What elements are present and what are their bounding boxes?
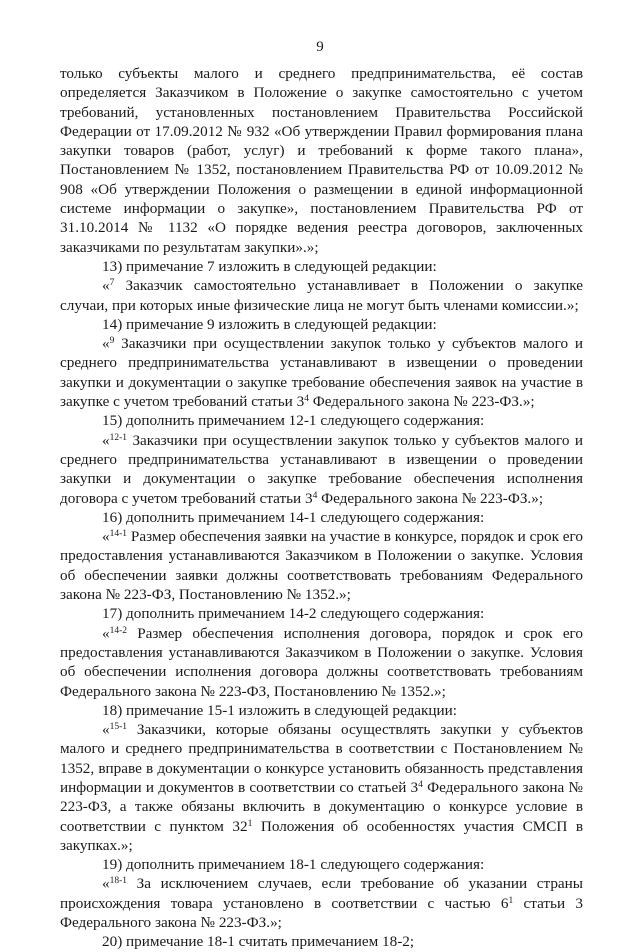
list-item-13: 13) примечание 7 изложить в следующей редакции: — [102, 257, 437, 275]
document-body — [60, 64, 583, 952]
list-item-19: 19) дополнить примечанием 18-1 следующего содержания: — [102, 856, 485, 874]
list-item-14: 14) примечание 9 изложить в следующей редакции: — [102, 315, 437, 333]
quote-note-9: «$^9$ Заказчики при осуществлении закупок только у субъектов малого и среднего предпринимательства устанавливают в извещении о проведении закупки и документации о закупке требование обеспечения заявок на участие в закупке с учетом требований статьи $3^4$ Федерального закона № 223-ФЗ.»; — [60, 335, 583, 411]
paragraph-continuation: только субъекты малого и среднего предпринимательства, её состав определяется Заказчиком в Положение о закупке самостоятельно с учетом требований, установленных постановлением Правительства Российской Федерации от 17.09.2012 № 932 «Об утверждении Правил формирования плана закупки товаров (работ, услуг) и требований к форме такого плана», Постановлением № 1352, постановлением Правительства РФ от 10.09.2012 № 908 «Об утверждении Положения о размещении в единой информационной системе информации о закупке», постановлением Правительства РФ от 31.10.2014 № 1132 «О порядке ведения реестра договоров, заключенных заказчиками по результатам закупки».»; — [60, 65, 583, 256]
list-item-15: 15) дополнить примечанием 12-1 следующего содержания: — [102, 412, 485, 430]
quote-note-12-1: «$^{12-1}$ Заказчики при осуществлении закупок только у субъектов малого и среднего предпринимательства устанавливают в извещении о проведении закупки и документации о закупке требование обеспечения исполнения договора с учетом требований статьи $3^4$ Федерального закона № 223-ФЗ.»; — [60, 431, 583, 507]
list-item-17: 17) дополнить примечанием 14-2 следующего содержания: — [102, 605, 485, 623]
quote-note-7: «$^7$ Заказчик самостоятельно устанавливает в Положении о закупке случаи, при которых иные физические лица не могут быть членами комиссии.»; — [60, 277, 583, 314]
quote-note-18-1: «$^{18-1}$ За исключением случаев, если требование об указании страны происхождения товара установлено в соответствии с частью $6^1$ статьи 3 Федерального закона № 223-ФЗ.»; — [60, 875, 583, 932]
list-item-20: 20) примечание 18-1 считать примечанием 18-2; — [102, 933, 415, 951]
list-item-18: 18) примечание 15-1 изложить в следующей редакции: — [102, 701, 458, 719]
quote-note-15-1: «$^{15-1}$ Заказчики, которые обязаны осуществлять закупки у субъектов малого и среднего предпринимательства в соответствии с Постановлением № 1352, вправе в документации о конкурсе установить обязанность представления информации и документов в соответствии со статьей $3^4$ Федерального закона № 223-ФЗ, а также обязаны включить в документацию о конкурсе условие в соответствии с пунктом $32^1$ Положения об особенностях участия СМСП в закупках.»; — [60, 721, 583, 854]
quote-note-14-2: «$^{14-2}$ Размер обеспечения исполнения договора, порядок и срок его предоставления устанавливаются Заказчиком в Положении о закупке. Условия об обеспечении исполнения договора должны соответствовать требованиям Федерального закона № 223-ФЗ, Постановлению № 1352.»; — [60, 624, 583, 700]
quote-note-14-1: «$^{14-1}$ Размер обеспечения заявки на участие в конкурсе, порядок и срок его предоставления устанавливаются Заказчиком в Положении о закупке. Условия об обеспечении заявки должны соответствовать требованиям Федерального закона № 223-ФЗ, Постановлению № 1352.»; — [60, 528, 583, 604]
list-item-16: 16) дополнить примечанием 14-1 следующего содержания: — [102, 508, 485, 526]
page-number: 9 — [316, 39, 324, 55]
